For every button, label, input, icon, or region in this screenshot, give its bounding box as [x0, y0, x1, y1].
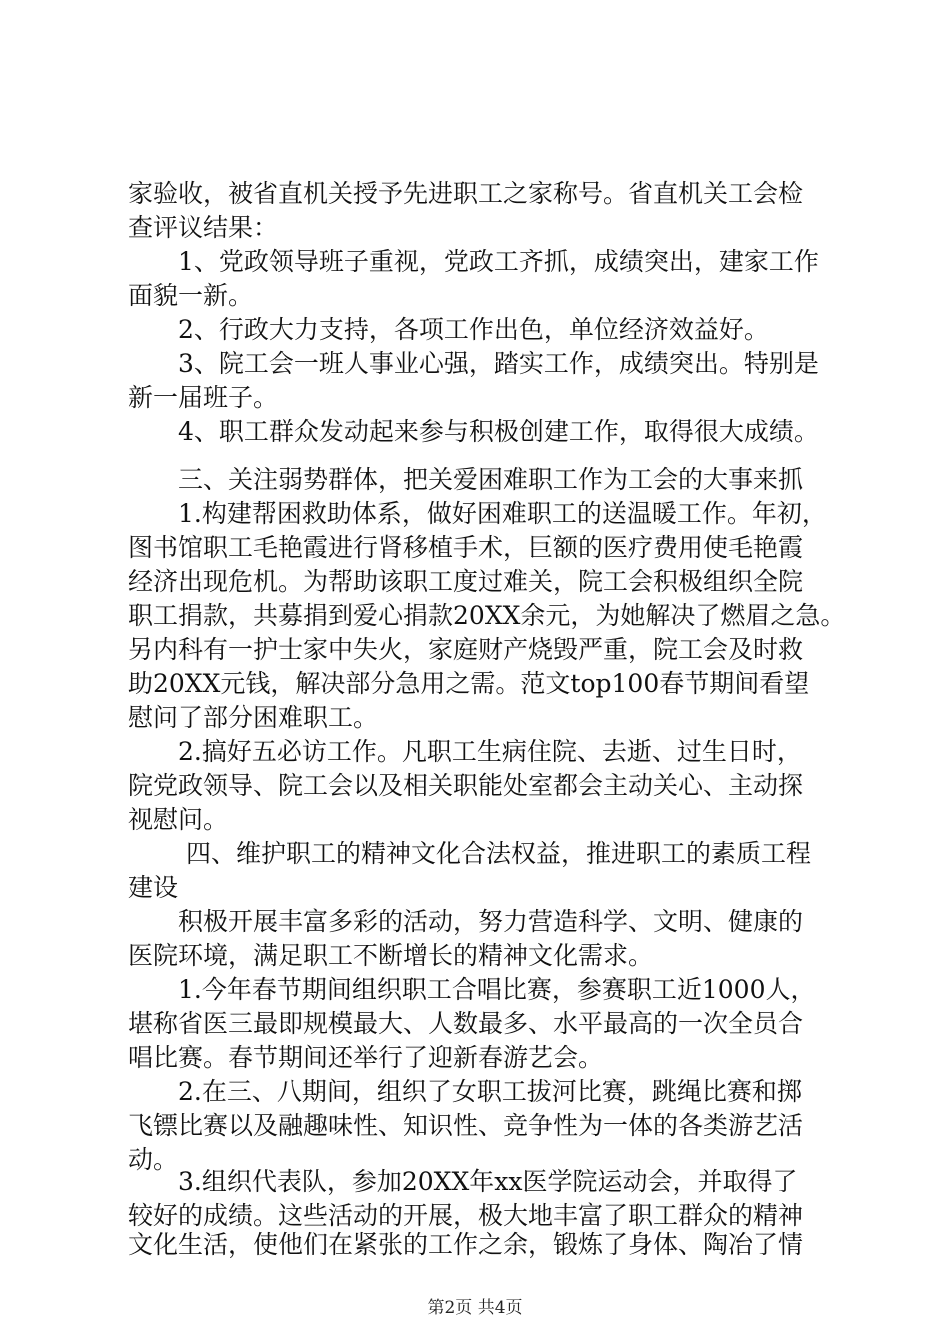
section-heading: 建设 [128, 873, 179, 902]
text-line: 另内科有一护士家中失火，家庭财产烧毁严重，院工会及时救 [128, 635, 804, 664]
text-line: 新一届班子。 [128, 383, 279, 412]
text-line: 唱比赛。春节期间还举行了迎新春游艺会。 [128, 1043, 604, 1072]
text-line: 视慰问。 [128, 805, 229, 834]
text-line: 飞镖比赛以及融趣味性、知识性、竞争性为一体的各类游艺活 [128, 1111, 804, 1140]
text-line: 较好的成绩。这些活动的开展，极大地丰富了职工群众的精神 [128, 1201, 804, 1230]
text-line: 文化生活，使他们在紧张的工作之余，锻炼了身体、陶冶了情 [128, 1230, 804, 1259]
text-line: 院党政领导、院工会以及相关职能处室都会主动关心、主动探 [128, 771, 804, 800]
list-item: 4、职工群众发动起来参与积极创建工作，取得很大成绩。 [178, 417, 819, 446]
text-line: 家验收，被省直机关授予先进职工之家称号。省直机关工会检 [128, 179, 804, 208]
list-item: 1、党政领导班子重视，党政工齐抓，成绩突出，建家工作 [178, 247, 819, 276]
text-line: 职工捐款，共募捐到爱心捐款20XX余元，为她解决了燃眉之急。 [128, 601, 846, 630]
text-line: 慰问了部分困难职工。 [128, 703, 379, 732]
section-heading: 四、维护职工的精神文化合法权益，推进职工的素质工程 [186, 839, 812, 868]
text-line: 2.搞好五必访工作。凡职工生病住院、去逝、过生日时， [178, 737, 802, 766]
text-line: 图书馆职工毛艳霞进行肾移植手术，巨额的医疗费用使毛艳霞 [128, 533, 804, 562]
text-line: 查评议结果： [128, 213, 279, 242]
text-line: 2.在三、八期间，组织了女职工拔河比赛，跳绳比赛和掷 [178, 1077, 802, 1106]
text-line: 医院环境，满足职工不断增长的精神文化需求。 [128, 941, 654, 970]
section-heading: 三、关注弱势群体，把关爱困难职工作为工会的大事来抓 [178, 465, 804, 494]
text-line: 1.今年春节期间组织职工合唱比赛，参赛职工近1000人， [178, 975, 816, 1004]
text-line: 面貌一新。 [128, 281, 254, 310]
text-line: 1.构建帮困救助体系，做好困难职工的送温暖工作。年初， [178, 499, 827, 528]
text-line: 积极开展丰富多彩的活动，努力营造科学、文明、健康的 [178, 907, 804, 936]
text-line: 动。 [128, 1145, 179, 1174]
text-line: 助20XX元钱，解决部分急用之需。范文top100春节期间看望 [128, 669, 810, 698]
list-item: 3、院工会一班人事业心强，踏实工作，成绩突出。特别是 [178, 349, 819, 378]
page-number: 第2页 共4页 [427, 1298, 523, 1318]
text-line: 堪称省医三最即规模最大、人数最多、水平最高的一次全员合 [128, 1009, 804, 1038]
text-line: 3.组织代表队，参加20XX年xx医学院运动会，并取得了 [178, 1167, 798, 1196]
text-line: 经济出现危机。为帮助该职工度过难关，院工会积极组织全院 [128, 567, 804, 596]
list-item: 2、行政大力支持，各项工作出色，单位经济效益好。 [178, 315, 769, 344]
